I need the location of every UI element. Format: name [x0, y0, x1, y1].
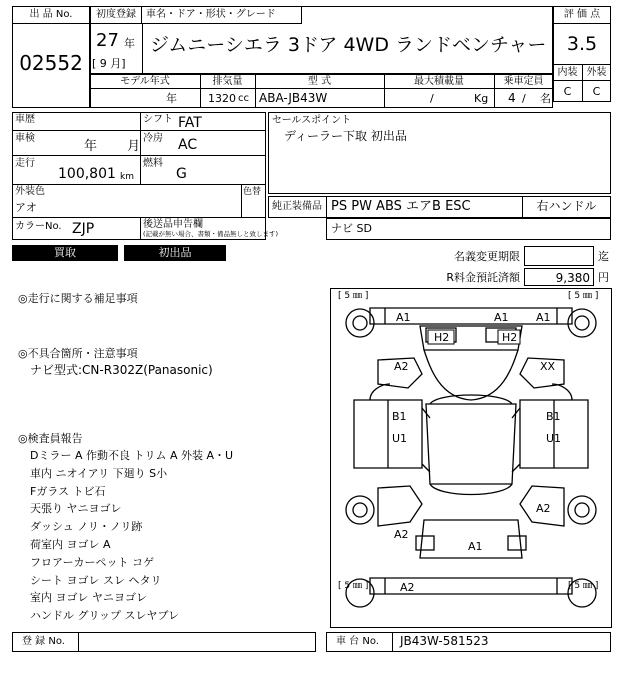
sales-point-value: ディーラー下取 初出品	[284, 129, 407, 143]
inspector-line: 室内 ヨゴレ ヤニヨゴレ	[30, 591, 147, 605]
mark-a1-rear: A1	[468, 540, 483, 553]
mark-a2-rear-left: A2	[394, 528, 409, 541]
first-listing-badge: 初出品	[124, 245, 226, 261]
details-row-line-4	[12, 217, 266, 218]
rear-left-fender	[378, 486, 422, 526]
first-reg-label: 初度登録	[96, 9, 136, 20]
details-row-line-2	[12, 155, 266, 156]
first-reg-month: [ 9 月]	[92, 57, 126, 70]
inspector-line: Fガラス トビ石	[30, 484, 106, 498]
tire-tr: [ 5 ㎜ ]	[568, 291, 599, 301]
score-label: 評 価 点	[563, 9, 601, 20]
capacity-unit: 名	[540, 92, 551, 105]
equipment-div-1	[326, 196, 327, 218]
ac-value: AC	[178, 137, 198, 153]
mark-u1-right: U1	[546, 432, 562, 445]
first-reg-year-unit: 年	[124, 37, 135, 50]
shift-label: シフト	[143, 114, 173, 125]
recycle-amount: 9,380	[555, 271, 590, 285]
roof-outline	[426, 404, 516, 484]
defects-line: ナビ型式:CN-R302Z(Panasonic)	[30, 363, 213, 377]
mileage-value: 100,801	[58, 166, 116, 182]
name-change-unit: 迄	[598, 250, 609, 263]
chassis-divider	[392, 632, 393, 652]
chassis-no: JB43W-581523	[400, 634, 489, 648]
inspector-line: 荷室内 ヨゴレ A	[30, 537, 111, 551]
mark-a1-front-right: A1	[536, 311, 551, 324]
inspector-line: 車内 ニオイアリ 下廻り S小	[30, 466, 168, 480]
fuel-label: 燃料	[143, 158, 163, 169]
displacement-label: 排気量	[212, 76, 243, 87]
chassis-label: 車 台 No.	[336, 636, 379, 647]
recycle-unit: 円	[598, 271, 609, 284]
model-year-unit: 年	[166, 92, 177, 105]
mark-a2-rear-bumper: A2	[400, 581, 415, 594]
lot-number: 02552	[19, 51, 83, 75]
tire-rear-left	[346, 496, 374, 524]
ac-label: 冷房	[143, 133, 163, 144]
lot-label: 出 品 No.	[29, 9, 73, 20]
exterior-label: 外装	[586, 67, 607, 78]
capacity-slash: /	[522, 92, 526, 105]
reg-no-label: 登 録 No.	[22, 636, 65, 647]
details-col-line	[140, 112, 141, 184]
specs-header-line	[90, 88, 553, 89]
mark-b1-left: B1	[392, 410, 407, 423]
displacement-unit: cc	[238, 93, 249, 104]
inspection-label: 車検	[15, 133, 35, 144]
reg-no-divider	[78, 632, 79, 652]
interior-grade: C	[563, 85, 572, 98]
ext-color-value: アオ	[15, 201, 37, 214]
shift-value: FAT	[178, 115, 202, 131]
recycle-label: R料金預託済額	[446, 271, 520, 284]
car-diagram-svg	[330, 288, 612, 628]
handle-value: 右ハンドル	[536, 199, 597, 213]
sales-point-label: セールスポイント	[272, 115, 352, 126]
tire-bl: [ 5 ㎜ ]	[338, 581, 369, 591]
mileage-label: 走行	[15, 158, 35, 169]
model-code: ABA-JB43W	[259, 91, 328, 105]
type-label: 型 式	[307, 76, 332, 87]
mark-a2-rear-right: A2	[536, 502, 551, 515]
color-no-value: ZJP	[72, 221, 95, 237]
first-reg-year: 27	[96, 30, 119, 51]
name-change-box	[524, 246, 594, 266]
defects-title: ◎不具合箇所・注意事項	[18, 347, 138, 360]
inspector-line: フロアーカーペット コゲ	[30, 555, 154, 569]
grade-label-line	[553, 80, 611, 81]
car-name: ジムニーシエラ 3ドア 4WD ランドベンチャー	[150, 34, 547, 56]
mark-h2-right: H2	[502, 331, 518, 344]
car-diagram	[330, 288, 612, 628]
mark-h2-left: H2	[434, 331, 450, 344]
diagram-frame	[331, 289, 612, 628]
mark-a1-front-mid: A1	[494, 311, 509, 324]
color-change-label: 色替	[243, 187, 262, 197]
inspector-line: シート ヨゴレ スレ ヘタリ	[30, 573, 162, 587]
max-load-label: 最大積載量	[414, 76, 464, 87]
details-row-line-3	[12, 184, 266, 185]
exterior-grade: C	[592, 85, 601, 98]
max-load-unit: Kg	[474, 92, 489, 105]
mileage-unit: km	[120, 172, 134, 182]
capacity-value: 4	[508, 91, 516, 105]
color-no-label: カラーNo.	[15, 221, 62, 232]
score-value: 3.5	[566, 33, 598, 55]
inspector-line: ハンドル グリップ スレヤブレ	[30, 609, 180, 623]
inspector-line: Dミラー A 作動不良 トリム A 外装 A・U	[30, 449, 234, 462]
mark-a2-front-fender: A2	[394, 360, 409, 373]
interior-label: 内装	[557, 67, 578, 78]
capacity-label: 乗車定員	[503, 76, 544, 87]
tire-br: [ 5 ㎜ ]	[568, 581, 599, 591]
vehicle-desc-label: 車名・ドア・形状・グレード	[146, 9, 276, 20]
history-label: 車歴	[15, 114, 35, 125]
mark-xx-front-fender: XX	[540, 360, 556, 373]
color-change-col-line	[241, 184, 242, 217]
aftermarket-label: 後送品申告欄	[143, 219, 203, 230]
max-load-slash: /	[430, 92, 434, 105]
inspection-value: 年 月	[84, 139, 141, 154]
tire-tl: [ 5 ㎜ ]	[338, 291, 369, 301]
ext-color-label: 外装色	[15, 186, 45, 197]
equipment-value: PS PW ABS エアB ESC	[331, 199, 471, 214]
mark-u1-left: U1	[392, 432, 408, 445]
model-year-label: モデル年式	[120, 76, 170, 87]
inspector-line: ダッシュ ノリ・ノリ跡	[30, 520, 143, 534]
fuel-value: G	[176, 166, 187, 182]
mark-b1-right: B1	[546, 410, 561, 423]
inspector-lines	[30, 447, 233, 625]
aftermarket-note: (記載が無い場合、書類・備品無しと致します)	[143, 230, 279, 238]
driving-notes-title: ◎走行に関する補足事項	[18, 292, 138, 305]
details-row-line-1	[12, 130, 266, 131]
buy-badge: 買取	[12, 245, 118, 261]
navi-value: ナビ SD	[331, 222, 372, 235]
equipment-label: 純正装備品	[272, 201, 322, 212]
tire-rear-right	[568, 496, 596, 524]
displacement-value: 1320	[208, 92, 236, 105]
mark-a1-front-left: A1	[396, 311, 411, 324]
year-cell-divider	[142, 24, 143, 74]
name-change-label: 名義変更期限	[454, 250, 520, 263]
inspector-line: 天張り ヤニヨゴレ	[30, 502, 122, 516]
inspector-title: ◎検査員報告	[18, 432, 83, 445]
aftermarket-col-line	[140, 217, 141, 240]
